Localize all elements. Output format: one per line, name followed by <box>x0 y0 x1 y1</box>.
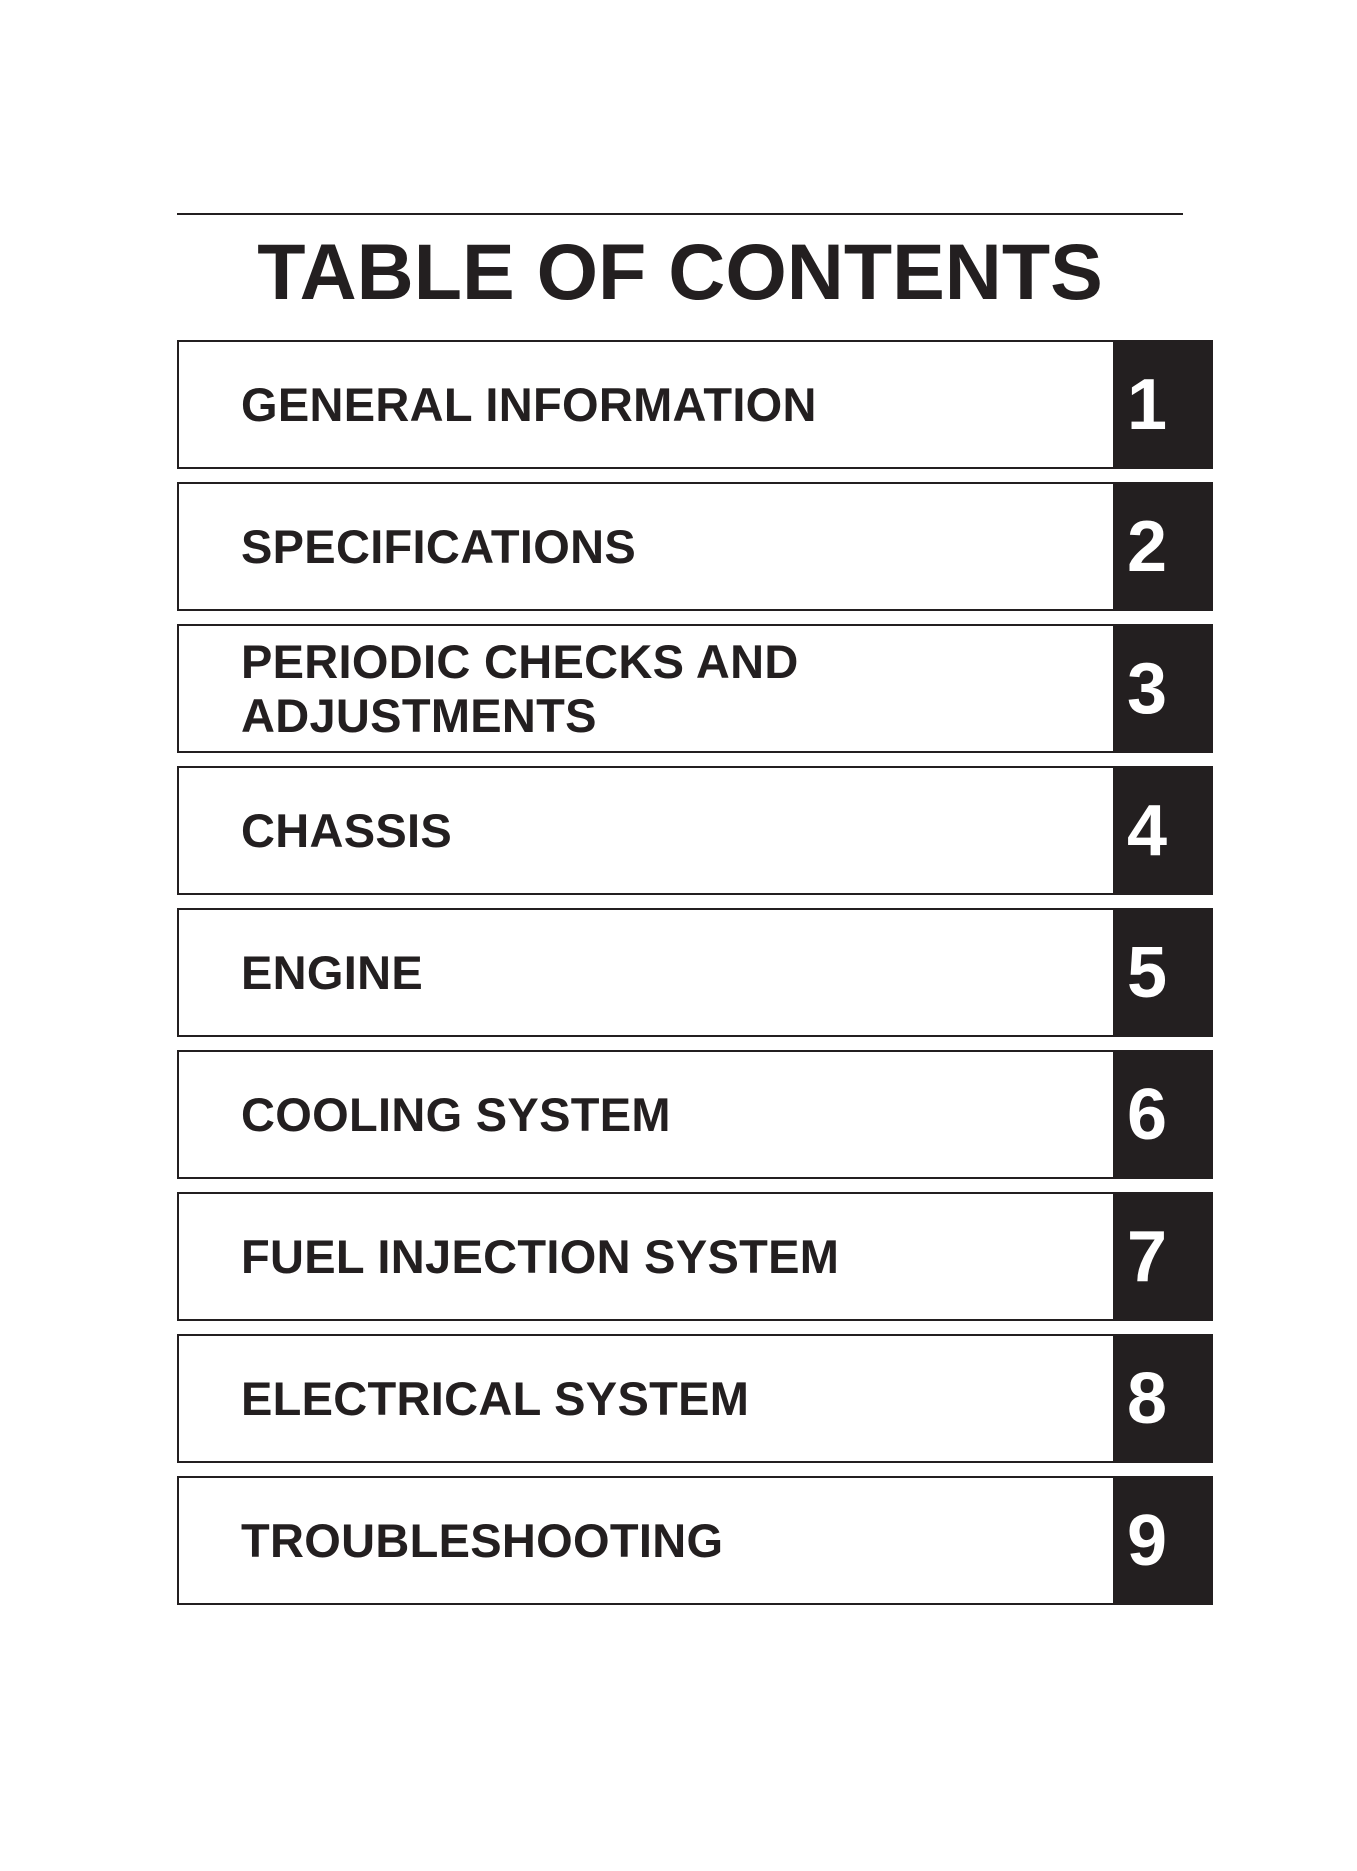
chapter-tab <box>1113 1192 1213 1321</box>
toc-item-label: ELECTRICAL SYSTEM <box>241 1371 750 1425</box>
toc-label-box <box>177 1192 1113 1321</box>
toc-label-box <box>177 1476 1113 1605</box>
toc-item-label: PERIODIC CHECKS AND ADJUSTMENTS <box>241 634 799 742</box>
chapter-number: 8 <box>1127 1358 1168 1439</box>
chapter-number: 5 <box>1127 932 1168 1013</box>
chapter-tab <box>1113 1476 1213 1605</box>
chapter-tab <box>1113 482 1213 611</box>
chapter-tab <box>1113 624 1213 753</box>
chapter-number: 9 <box>1127 1500 1168 1581</box>
toc-item-electrical-system[interactable] <box>177 1334 1213 1463</box>
toc-label-box <box>177 1050 1113 1179</box>
chapter-number: 2 <box>1127 506 1168 587</box>
toc-item-label: FUEL INJECTION SYSTEM <box>241 1229 840 1283</box>
toc-item-label: COOLING SYSTEM <box>241 1087 671 1141</box>
toc-label-box <box>177 766 1113 895</box>
toc-item-specifications[interactable] <box>177 482 1213 611</box>
chapter-number: 6 <box>1127 1074 1168 1155</box>
chapter-tab <box>1113 340 1213 469</box>
page-title: TABLE OF CONTENTS <box>257 227 1103 316</box>
chapter-number: 1 <box>1127 364 1168 445</box>
toc-label-box <box>177 624 1113 753</box>
toc-item-label: CHASSIS <box>241 803 453 857</box>
chapter-number: 4 <box>1127 790 1168 871</box>
toc-label-box <box>177 908 1113 1037</box>
toc-item-label: SPECIFICATIONS <box>241 519 637 573</box>
chapter-tab <box>1113 766 1213 895</box>
toc-item-label: ENGINE <box>241 945 423 999</box>
toc-item-general-information[interactable] <box>177 340 1213 469</box>
toc-label-box <box>177 1334 1113 1463</box>
chapter-tab <box>1113 1334 1213 1463</box>
toc-list <box>177 340 1213 1618</box>
toc-item-fuel-injection-system[interactable] <box>177 1192 1213 1321</box>
chapter-tab <box>1113 1050 1213 1179</box>
toc-label-box <box>177 340 1113 469</box>
chapter-number: 3 <box>1127 648 1168 729</box>
title-rule <box>177 213 1183 215</box>
toc-item-engine[interactable] <box>177 908 1213 1037</box>
chapter-number: 7 <box>1127 1216 1168 1297</box>
chapter-tab <box>1113 908 1213 1037</box>
toc-item-chassis[interactable] <box>177 766 1213 895</box>
toc-item-troubleshooting[interactable] <box>177 1476 1213 1605</box>
toc-item-label: GENERAL INFORMATION <box>241 377 817 431</box>
toc-item-cooling-system[interactable] <box>177 1050 1213 1179</box>
toc-item-periodic-checks[interactable] <box>177 624 1213 753</box>
toc-label-box <box>177 482 1113 611</box>
toc-item-label: TROUBLESHOOTING <box>241 1513 724 1567</box>
